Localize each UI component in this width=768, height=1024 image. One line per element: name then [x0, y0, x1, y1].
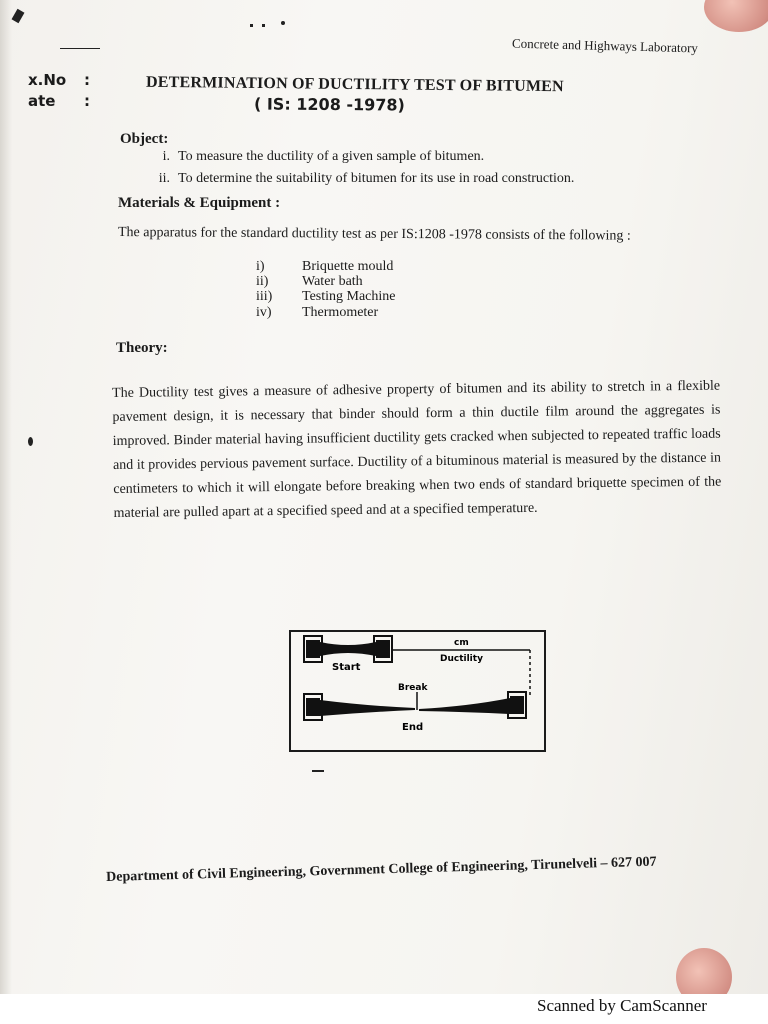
cm-label: cm [454, 638, 469, 648]
ex-no-label: x.No [28, 71, 67, 89]
lab-name: Concrete and Highways Laboratory [511, 35, 699, 56]
equipment-item: iv) Thermometer [256, 305, 379, 320]
object-heading: Object: [120, 131, 169, 147]
ductility-label: Ductility [440, 654, 483, 664]
speck [60, 48, 100, 49]
finger-top-right [704, 0, 768, 32]
page-edge-shadow [0, 0, 12, 994]
object-item: ii. To determine the suitability of bitumen for its use in road construction. [158, 171, 575, 186]
materials-heading: Materials & Equipment : [118, 195, 281, 211]
scanner-watermark: Scanned by CamScanner [537, 996, 707, 1015]
standard-code: ( IS: 1208 -1978) [253, 94, 405, 115]
speck [28, 437, 33, 446]
end-label: End [402, 722, 424, 733]
speck [281, 21, 285, 25]
materials-intro: The apparatus for the standard ductility test as per IS:1208 -1978 consists of the following : [117, 225, 631, 244]
speck [312, 770, 324, 772]
theory-paragraph: The Ductility test gives a measure of adhesive property of bitumen and its ability to stretch in a flexible pavement design, it is necessary that binder should form a thin ductile film around the aggregates is improved. Binder material having insufficient ductility gets cracked when subjected to repeated traffic loads and it provides pervious pavement surface. Ductility of a bituminous material is measured by the distance in centimeters to which it will elongate before breaking when two ends of standard briquette specimen of the material are pulled apart at a specified speed and at a specified temperature. [112, 378, 722, 521]
start-specimen [304, 636, 392, 662]
start-label: Start [332, 662, 361, 673]
speck [250, 24, 253, 27]
break-label: Break [398, 683, 428, 693]
department-footer: Department of Civil Engineering, Government College of Engineering, Tirunelveli – 627 007 [106, 854, 657, 885]
speck [262, 24, 265, 27]
equipment-item: ii) Water bath [256, 274, 363, 289]
object-item: i. To measure the ductility of a given sample of bitumen. [162, 149, 485, 164]
equipment-item: i) Briquette mould [256, 259, 394, 274]
speck [12, 9, 25, 23]
date-label: ate [28, 92, 56, 110]
finger-bottom-right [676, 948, 732, 994]
ductility-diagram [280, 628, 550, 756]
equipment-item: iii) Testing Machine [256, 289, 396, 304]
document-title: DETERMINATION OF DUCTILITY TEST OF BITUMEN [145, 73, 564, 96]
end-specimen [304, 692, 526, 720]
exercise-info: x.No : ate : [28, 71, 90, 110]
theory-heading: Theory: [116, 340, 168, 356]
